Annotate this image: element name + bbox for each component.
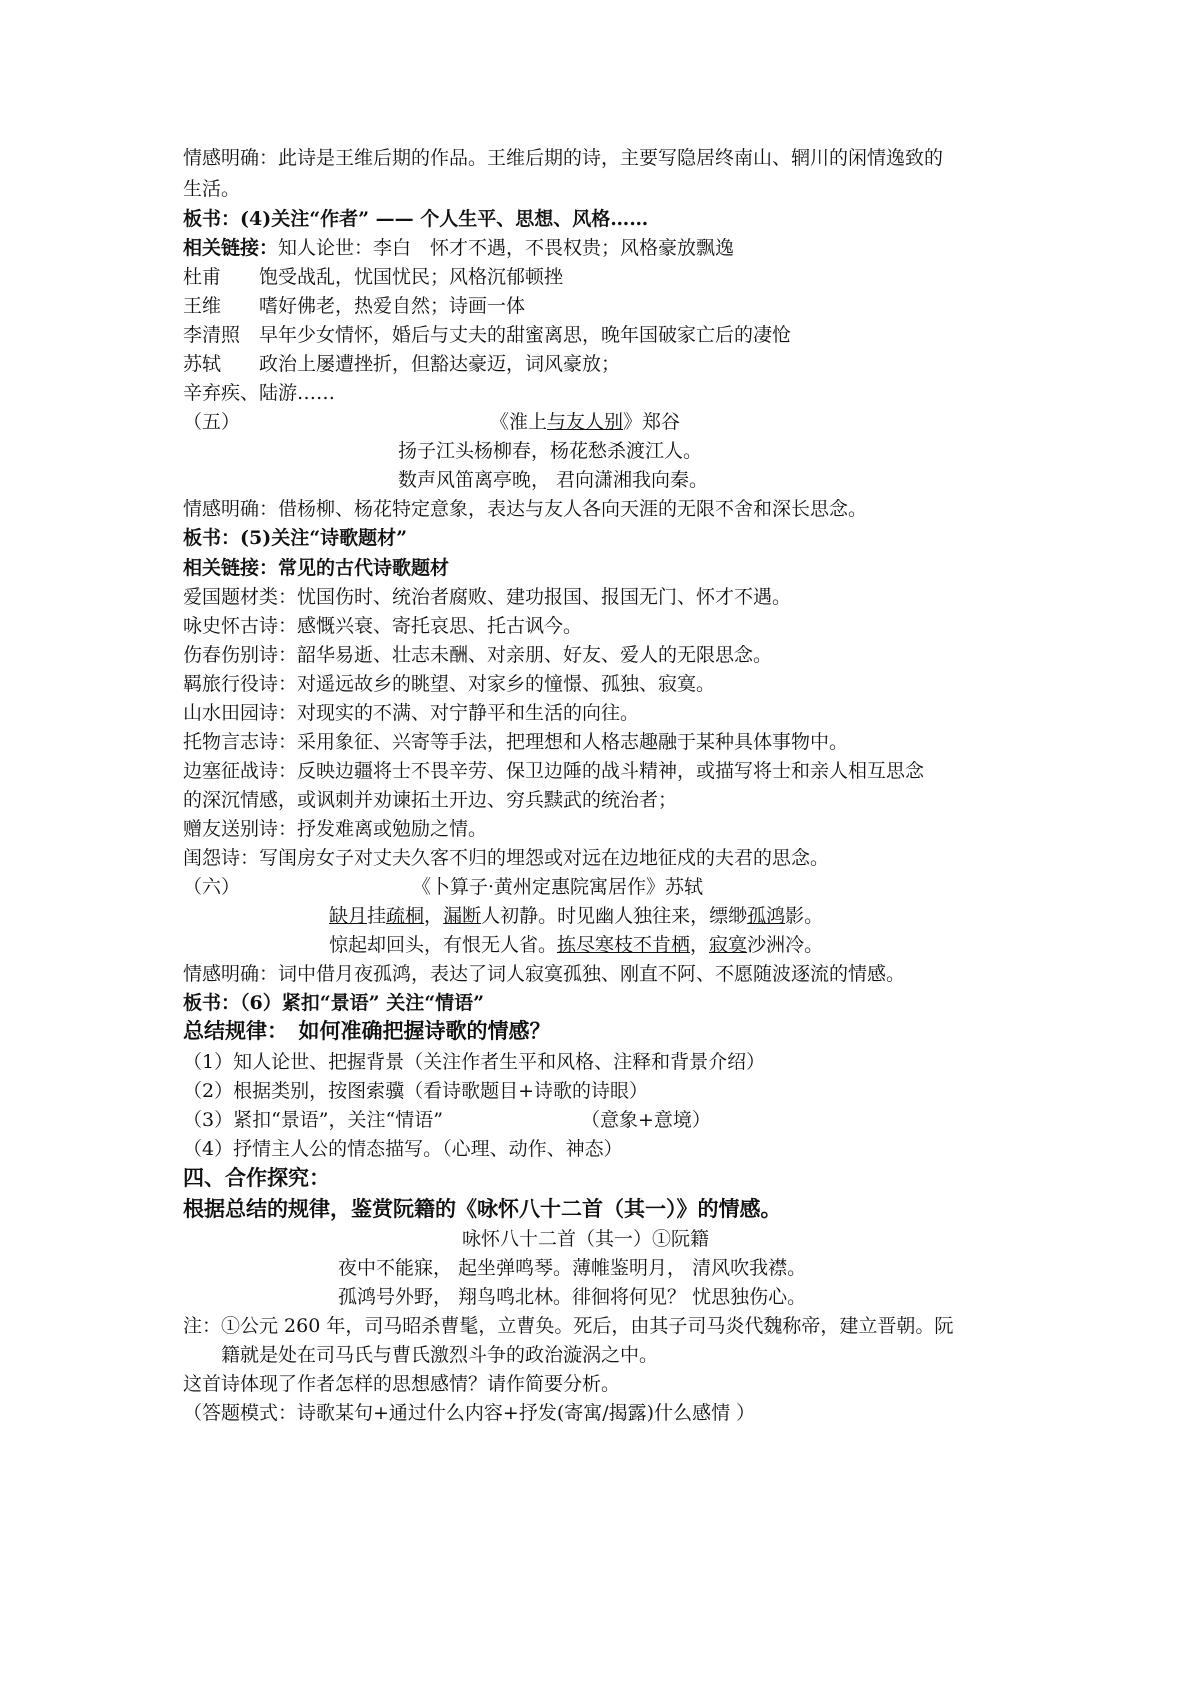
author-desc: 嗜好佛老，热爱自然；诗画一体: [259, 295, 526, 317]
summary-item: （4）抒情主人公的情态描写。（心理、动作、神态）: [183, 1138, 623, 1160]
board-note-6: 板书：（6）紧扣“景语” 关注“情语”: [183, 992, 485, 1014]
poem-5-title-part: 《淮上: [490, 411, 548, 433]
explore-poem-line1: 夜中不能寐， 起坐弹鸣琴。薄帷鉴明月， 清风吹我襟。: [338, 1257, 807, 1279]
author-sushi: [183, 352, 620, 376]
theme-item: 山水田园诗：对现实的不满、对宁静平和生活的向往。: [183, 702, 640, 724]
summary-item-text: （3）紧扣“景语”，关注“情语”: [183, 1109, 443, 1131]
author-wangwei: [183, 294, 525, 318]
summary-item: [183, 1108, 711, 1132]
board-note-5: 板书：(5)关注“诗歌题材”: [183, 527, 408, 549]
explore-poem-title: 咏怀八十二首（其一）①阮籍: [462, 1228, 710, 1250]
section-6-number: （六）: [183, 876, 241, 898]
section-5-number: （五）: [183, 411, 241, 433]
poem-6-phrase: ，: [690, 934, 710, 956]
board-note-4: 板书：(4)关注“作者” —— 个人生平、思想、风格……: [183, 208, 649, 230]
author-name: 王维: [183, 295, 222, 317]
link-label: 相关链接：: [183, 237, 279, 259]
explore-heading: 四、合作探究：: [183, 1165, 330, 1190]
author-liqingzhao: [183, 323, 791, 347]
poem-6-phrase: ，: [424, 905, 444, 927]
author-name: 李清照: [183, 324, 241, 346]
emotion-5: 情感明确：借杨柳、杨花特定意象，表达与友人各向天涯的无限不舍和深长思念。: [183, 498, 868, 520]
authors-others: 辛弃疾、陆游……: [183, 382, 336, 404]
poem-6-phrase: 惊起却回头，有恨无人省。: [329, 934, 558, 956]
poem-6-phrase-underlined: 漏断: [443, 905, 482, 927]
poem-6-phrase: 沙洲冷。: [747, 934, 824, 956]
theme-item: 闺怨诗：写闺房女子对丈夫久客不归的埋怨或对远在边地征戍的夫君的思念。: [183, 847, 830, 869]
poem-6-phrase-underlined: 寂寞: [709, 934, 748, 956]
summary-item: （1）知人论世、把握背景（关注作者生平和风格、注释和背景介绍）: [183, 1051, 766, 1073]
theme-item: 伤春伤别诗：韶华易逝、壮志未酬、对亲朋、好友、爱人的无限思念。: [183, 644, 773, 666]
poem-6-phrase-underlined: 孤鸿: [747, 905, 786, 927]
poem-5-title-author: 》郑谷: [623, 411, 681, 433]
explore-note-line1: 注：①公元 260 年，司马昭杀曹髦，立曹奂。死后，由其子司马炎代魏称帝，建立晋朝。阮: [183, 1315, 954, 1337]
theme-item: 托物言志诗：采用象征、兴寄等手法，把理想和人格志趣融于某种具体事物中。: [183, 731, 849, 753]
theme-item: 咏史怀古诗：感慨兴衰、寄托哀思、托古讽今。: [183, 615, 583, 637]
summary-item-extra: （意象+意境）: [581, 1109, 711, 1131]
poem-6-title: 《卜算子·黄州定惠院寓居作》苏轼: [412, 876, 704, 898]
explore-question: 这首诗体现了作者怎样的思想感情？请作简要分析。: [183, 1373, 621, 1395]
summary-item: （2）根据类别，按图索骥（看诗歌题目+诗歌的诗眼）: [183, 1080, 649, 1102]
theme-item: 赠友送别诗：抒发难离或勉励之情。: [183, 818, 488, 840]
theme-item: 爱国题材类：忧国伤时、统治者腐败、建功报国、报国无门、怀才不遇。: [183, 586, 792, 608]
author-name: 杜甫: [183, 266, 222, 288]
theme-item: 的深沉情感，或讽刺并劝谏拓土开边、穷兵黩武的统治者；: [183, 789, 678, 811]
link-libai: [183, 236, 734, 260]
author-desc: 早年少女情怀，婚后与丈夫的甜蜜离思，晚年国破家亡后的凄怆: [259, 324, 792, 346]
poem-6-line2: [329, 933, 823, 957]
emotion-wangwei-line2: 生活。: [183, 178, 241, 200]
explore-poem-line2: 孤鸿号外野， 翔鸟鸣北林。徘徊将何见？ 忧思独伤心。: [338, 1286, 807, 1308]
poem-5-line2: 数声风笛离亭晚， 君向潇湘我向秦。: [398, 469, 709, 491]
poem-6-phrase-underlined: 疏桐: [386, 905, 425, 927]
author-name: 苏轼: [183, 353, 222, 375]
theme-item: 边塞征战诗：反映边疆将士不畏辛劳、保卫边陲的战斗精神，或描写将士和亲人相互思念: [183, 760, 925, 782]
poem-6-phrase-underlined: 拣尽寒枝不肯栖: [557, 934, 691, 956]
link-themes: 相关链接：常见的古代诗歌题材: [183, 557, 450, 579]
summary-title: 总结规律： 如何准确把握诗歌的情感？: [183, 1018, 551, 1043]
poem-5-title-underlined: 与友人别: [547, 411, 624, 433]
emotion-6: 情感明确：词中借月夜孤鸿，表达了词人寂寞孤独、刚直不阿、不愿随波逐流的情感。: [183, 963, 906, 985]
author-desc: 饱受战乱，忧国忧民；风格沉郁顿挫: [259, 266, 564, 288]
author-desc: 政治上屡遭挫折，但豁达豪迈，词风豪放；: [259, 353, 621, 375]
theme-item: 羁旅行役诗：对遥远故乡的眺望、对家乡的憧憬、孤独、寂寞。: [183, 673, 716, 695]
explore-note-line2: 籍就是处在司马氏与曹氏激烈斗争的政治漩涡之中。: [221, 1344, 659, 1366]
poem-6-line1: [329, 904, 823, 928]
poem-6-phrase: 挂: [367, 905, 387, 927]
poem-6-phrase: 影。: [785, 905, 824, 927]
poem-6-phrase: 人初静。时见幽人独往来，缥缈: [481, 905, 748, 927]
poem-6-phrase-underlined: 缺月: [329, 905, 368, 927]
poem-5-line1: 扬子江头杨柳春，杨花愁杀渡江人。: [398, 440, 703, 462]
link-libai-text: 知人论世：李白 怀才不遇，不畏权贵；风格豪放飘逸: [278, 237, 735, 259]
author-dufu: [183, 265, 563, 289]
explore-answer-model: （答题模式：诗歌某句+通过什么内容+抒发(寄寓/揭露)什么感情 ）: [183, 1402, 756, 1424]
poem-5-title: [490, 410, 680, 434]
emotion-wangwei-line1: 情感明确：此诗是王维后期的作品。王维后期的诗，主要写隐居终南山、辋川的闲情逸致的: [183, 147, 944, 169]
explore-task: 根据总结的规律，鉴赏阮籍的《咏怀八十二首（其一）》的情感。: [183, 1196, 782, 1221]
